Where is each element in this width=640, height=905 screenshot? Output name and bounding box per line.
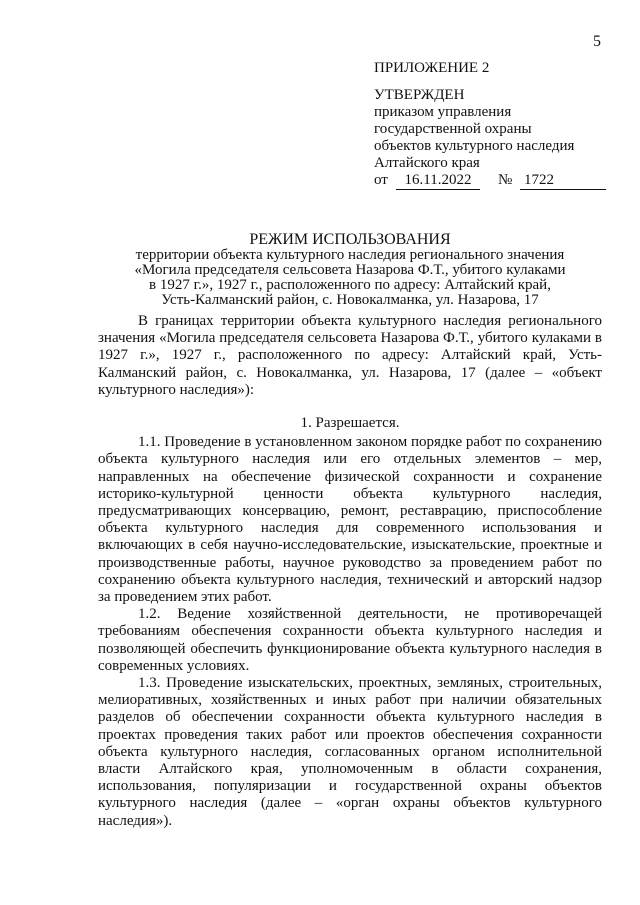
order-date-number [374,172,624,192]
clause-1-3: 1.3. Проведение изыскательских, проектных, земляных, строительных, мелиоративных, хозяйственных и иных работ при наличии обязательных разделов об обеспечении сохранности объекта культурного наследия в проектах проведения таких работ или проектов обеспечения сохранности объекта культурного наследия, согласованных органом исполнительной власти Алтайского края, уполномоченным в области сохранения, использования, популяризации и государственной охраны объектов культурного наследия (далее – «орган охраны объектов культурного наследия»). [98,675,602,829]
title-heading: РЕЖИМ ИСПОЛЬЗОВАНИЯ [249,231,451,248]
approved-label: УТВЕРЖДЕН [374,87,465,103]
clause-1-2: 1.2. Ведение хозяйственной деятельности, не противоречащей требованиям обеспечения сохранности объекта культурного наследия и позволяющей обеспечить функционирование объекта культурного наследия в современных условиях. [98,606,602,674]
approval-line: Алтайского края [374,155,480,171]
intro-paragraph: В границах территории объекта культурного наследия регионального значения «Могила председателя сельсовета Назарова Ф.Т., убитого кулаками в 1927 г.», 1927 г., расположенного по адресу: Алтайский край, Усть-Калманский район, с. Новокалманка, ул. Назарова, 17 (далее – «объект культурного наследия»): [98,313,602,398]
order-number: 1722 [520,172,606,190]
title-line: территории объекта культурного наследия регионального значения [135,247,565,263]
appendix-label: ПРИЛОЖЕНИЕ 2 [374,60,490,76]
page-number: 5 [593,33,601,50]
title-line: в 1927 г.», 1927 г., расположенного по адресу: Алтайский край, [149,277,551,293]
document-body [98,313,602,830]
approval-block [374,60,624,192]
order-date: 16.11.2022 [396,172,480,190]
title-line: Усть-Калманский район, с. Новокалманка, ул. Назарова, 17 [161,292,539,308]
section-1-title: 1. Разрешается. [300,415,400,432]
approval-line: государственной охраны [374,121,532,137]
approval-line: приказом управления [374,104,512,120]
document-title [100,232,600,308]
number-label: № [498,172,513,188]
clause-1-1: 1.1. Проведение в установленном законом порядке работ по сохранению объекта культурного наследия или его отдельных элементов – мер, направленных на обеспечение физической сохранности и сохранение историко-культурной ценности объекта культурного наследия, предусматривающих консервацию, ремонт, реставрацию, приспособление объекта культурного наследия для современного использования и включающих в себя научно-исследовательские, изыскательские, проектные и производственные работы, научное руководство за проведением работ по сохранению объекта культурного наследия, технический и авторский надзор за проведением этих работ. [98,434,602,606]
title-line: «Могила председателя сельсовета Назарова Ф.Т., убитого кулаками [134,262,566,278]
from-label: от [374,172,388,188]
approval-line: объектов культурного наследия [374,138,575,154]
